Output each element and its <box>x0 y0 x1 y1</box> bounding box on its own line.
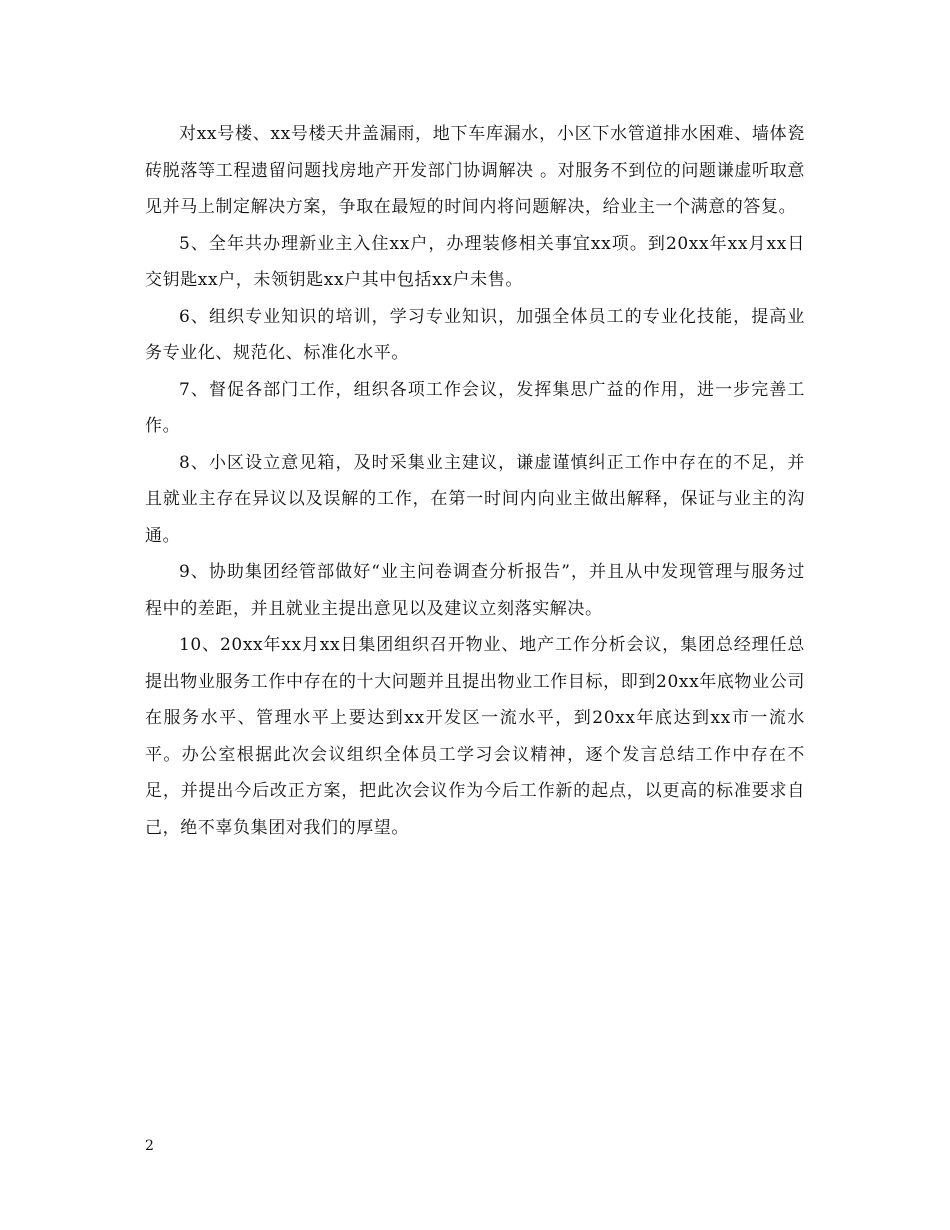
paragraph-item-5: 5、全年共办理新业主入住xx户，办理装修相关事宜xx项。到20xx年xx月xx日交钥匙xx户，未领钥匙xx户其中包括xx户未售。 <box>145 233 805 290</box>
paragraph-item-9: 9、协助集团经管部做好“业主问卷调查分析报告”，并且从中发现管理与服务过程中的差距，并且就业主提出意见以及建议立刻落实解决。 <box>145 562 805 619</box>
paragraph-item-10: 10、20xx年xx月xx日集团组织召开物业、地产工作分析会议，集团总经理任总提出物业服务工作中存在的十大问题并且提出物业工作目标，即到20xx年底物业公司在服务水平、管理水平上要达到xx开发区一流水平，到20xx年底达到xx市一流水平。办公室根据此次会议组织全体员工学习会议精神，逐个发言总结工作中存在不足，并提出今后改正方案，把此次会议作为今后工作新的起点，以更高的标准要求自己，绝不辜负集团对我们的厚望。 <box>145 635 805 838</box>
paragraph-item-8: 8、小区设立意见箱，及时采集业主建议，谦虚谨慎纠正工作中存在的不足，并且就业主存在异议以及误解的工作，在第一时间内向业主做出解释，保证与业主的沟通。 <box>145 452 805 546</box>
page-number: 2 <box>145 1138 154 1154</box>
document-body <box>145 116 805 846</box>
paragraph-issues: 对xx号楼、xx号楼天井盖漏雨，地下车库漏水，小区下水管道排水困难、墙体瓷砖脱落等工程遗留问题找房地产开发部门协调解决 。对服务不到位的问题谦虚听取意见并马上制定解决方案，争取在最短的时间内将问题解决，给业主一个满意的答复。 <box>145 124 805 217</box>
paragraph-item-7: 7、督促各部门工作，组织各项工作会议，发挥集思广益的作用，进一步完善工作。 <box>145 379 805 436</box>
paragraph-item-6: 6、组织专业知识的培训，学习专业知识，加强全体员工的专业化技能，提高业务专业化、规范化、标准化水平。 <box>145 306 805 363</box>
